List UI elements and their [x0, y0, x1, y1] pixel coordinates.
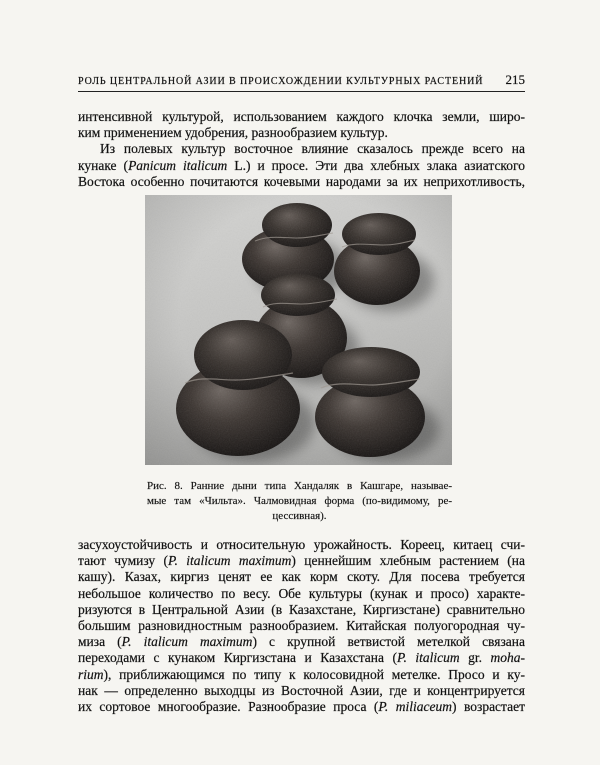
- italic-term: Panicum italicum: [128, 157, 228, 173]
- text-run: Из полевых культур восточное влияние сказалось прежде всего на: [100, 141, 525, 157]
- text-run: засухоустойчивость и относительную урожайность. Кореец, китаец счи-: [78, 537, 525, 552]
- text-line: [78, 109, 525, 125]
- text-run: кашу). Казах, киргиз ценят ее как корм скоту. Для посева требуется: [78, 569, 525, 585]
- text-line: [78, 174, 525, 190]
- text-line: [78, 667, 525, 683]
- italic-term: P. miliaceum: [378, 699, 452, 715]
- text-line: [78, 650, 525, 666]
- running-title: РОЛЬ ЦЕНТРАЛЬНОЙ АЗИИ В ПРОИСХОЖДЕНИИ КУЛЬТУРНЫХ РАСТЕНИЙ: [78, 76, 484, 87]
- italic-term: rium: [78, 666, 104, 682]
- running-head: [78, 72, 525, 90]
- italic-term: P. italicum maximum: [121, 634, 253, 650]
- photo-grain: [145, 195, 452, 465]
- text-run: Востока особенно почитаются кочевыми народами за их неприхотливость,: [78, 173, 525, 189]
- text-line: [78, 569, 525, 585]
- text-run: цессивная).: [272, 510, 327, 522]
- text-run: их сортовое многообразие. Разнообразие проса (: [78, 699, 379, 715]
- text-run: ризуются в Центральной Азии (в Казахстане, Киргизстане) сравнительно: [78, 601, 525, 617]
- text-line: [78, 158, 525, 174]
- text-run: ким применением удобрения, разнообразием культур.: [78, 125, 388, 141]
- text-run: Рис. 8. Ранние дыни типа Хандаляк в Кашгаре, называе-: [147, 480, 452, 492]
- paragraph: [78, 141, 525, 190]
- text-line: [78, 553, 525, 569]
- figure: [145, 195, 452, 465]
- page-number: 215: [505, 72, 525, 87]
- header-rule: [78, 91, 525, 92]
- figure-caption: [147, 479, 452, 524]
- text-run: ) возрастает: [452, 699, 525, 715]
- text-line: [78, 537, 525, 553]
- text-run: мые там «Чильта». Чалмовидная форма (по-видимому, ре-: [147, 495, 452, 507]
- text-run: ) с крупной ветвистой метелкой связана: [252, 634, 526, 650]
- text-line: [147, 509, 452, 524]
- text-run: gr.: [459, 650, 491, 666]
- text-run: ) ценнейшим хлебным растением (на: [291, 553, 525, 569]
- figure-photo: [145, 195, 452, 465]
- text-line: [78, 602, 525, 618]
- text-line: [147, 479, 452, 494]
- text-run: интенсивной культурой, использованием каждого клочка земли, широ-: [78, 109, 525, 124]
- text-run: ), приближающимся по типу к колосовидной метелке. Просо и ку-: [103, 666, 525, 682]
- paragraph: [78, 109, 525, 141]
- text-line: [78, 125, 525, 141]
- paragraph: [78, 537, 525, 715]
- text-run: кунаке (: [78, 157, 129, 173]
- text-run: большим разновидностным разнообразием. Китайская полуогородная чу-: [78, 618, 525, 634]
- text-line: [78, 586, 525, 602]
- text-run: переходами с кунаком Киргизстана и Казахстана (: [78, 650, 397, 666]
- body-text-top: [78, 109, 525, 190]
- text-line: [78, 618, 525, 634]
- text-run: L.) и просе. Эти два хлебных злака азиатского: [227, 157, 526, 173]
- text-run: небольшое количество по весу. Обе культуры (кунак и просо) характе-: [78, 585, 525, 601]
- text-line: [147, 494, 452, 509]
- italic-term: moha-: [490, 650, 525, 666]
- italic-term: P. italicum: [397, 650, 460, 666]
- text-run: миза (: [78, 634, 122, 650]
- body-text-bottom: [78, 537, 525, 715]
- text-run: тают чумизу (: [78, 553, 169, 569]
- italic-term: P. italicum maximum: [168, 553, 292, 569]
- text-line: [78, 683, 525, 699]
- text-line: [78, 141, 525, 157]
- text-line: [78, 634, 525, 650]
- text-run: нак — определенно выходцы из Восточной Азии, где и концентрируется: [78, 682, 525, 698]
- text-line: [78, 699, 525, 715]
